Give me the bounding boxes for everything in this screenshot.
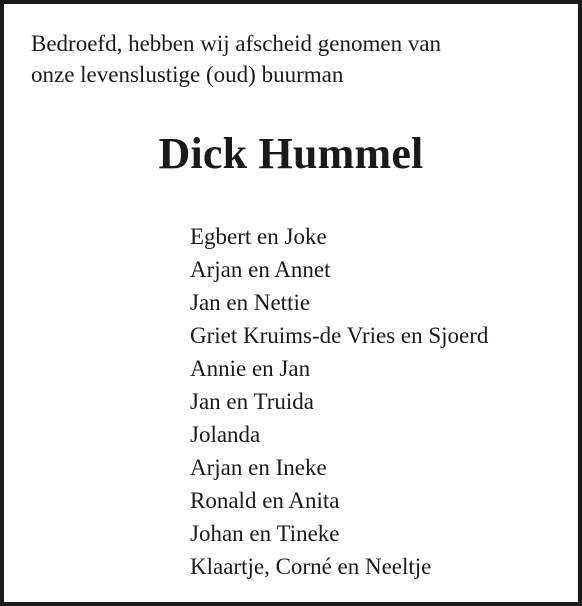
signatory: Johan en Tineke: [190, 521, 340, 546]
signatory: Jolanda: [190, 422, 261, 447]
signatory: Annie en Jan: [190, 356, 311, 381]
signatory: Klaartje, Corné en Neeltje: [190, 554, 432, 579]
deceased-name: Dick Hummel: [158, 129, 424, 178]
signatory: Ronald en Anita: [190, 488, 340, 513]
signatory: Arjan en Annet: [190, 257, 331, 282]
signatory: Arjan en Ineke: [190, 455, 327, 480]
signatory: Jan en Truida: [190, 389, 314, 414]
intro-text: [31, 28, 571, 90]
signatory: Egbert en Joke: [190, 224, 327, 249]
intro-line: Bedroefd, hebben wij afscheid genomen van: [31, 31, 442, 56]
intro-line: onze levenslustige (oud) buurman: [31, 62, 344, 87]
signatory: Jan en Nettie: [190, 290, 311, 315]
signatory-list: [190, 220, 488, 583]
signatory: Griet Kruims-de Vries en Sjoerd: [190, 323, 489, 348]
